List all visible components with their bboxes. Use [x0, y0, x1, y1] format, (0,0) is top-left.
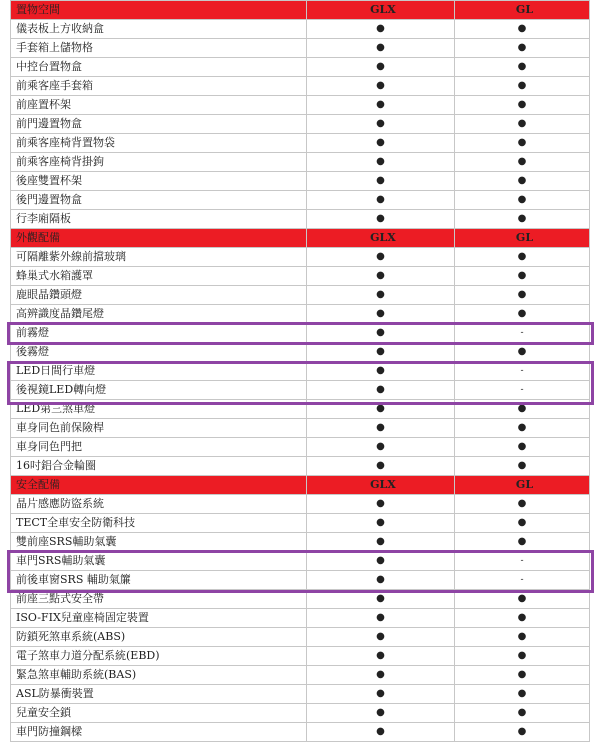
gl-availability: ●: [455, 704, 590, 723]
section-header-row: [11, 1, 590, 20]
section-title: 外觀配備: [11, 229, 307, 248]
table-row: [11, 248, 590, 267]
table-row: [11, 685, 590, 704]
gl-availability: ●: [455, 58, 590, 77]
feature-label: 行李廂隔板: [11, 210, 307, 229]
feature-label: 前門邊置物盒: [11, 115, 307, 134]
gl-availability: ●: [455, 191, 590, 210]
gl-availability: ●: [455, 685, 590, 704]
feature-label: 前霧燈: [11, 324, 307, 343]
column-header-gl: GL: [455, 229, 590, 248]
table-row: [11, 495, 590, 514]
gl-availability: ●: [455, 153, 590, 172]
glx-availability: ●: [307, 210, 455, 229]
gl-availability: ●: [455, 39, 590, 58]
table-row: [11, 628, 590, 647]
table-row: [11, 514, 590, 533]
glx-availability: ●: [307, 305, 455, 324]
glx-availability: ●: [307, 39, 455, 58]
gl-availability: ●: [455, 343, 590, 362]
glx-availability: ●: [307, 172, 455, 191]
highlight-front-fog-lamp: [7, 322, 594, 345]
glx-availability: ●: [307, 286, 455, 305]
glx-availability: ●: [307, 362, 455, 381]
table-row: [11, 115, 590, 134]
feature-label: 鹿眼晶鑽頭燈: [11, 286, 307, 305]
feature-label: 前後車窗SRS 輔助氣簾: [11, 571, 307, 590]
glx-availability: ●: [307, 115, 455, 134]
gl-availability: ●: [455, 96, 590, 115]
gl-availability: ●: [455, 590, 590, 609]
gl-availability: ●: [455, 438, 590, 457]
column-header-gl: GL: [455, 1, 590, 20]
glx-availability: ●: [307, 438, 455, 457]
table-row: [11, 438, 590, 457]
table-row: [11, 20, 590, 39]
gl-availability: -: [455, 552, 590, 571]
section-header-row: [11, 229, 590, 248]
gl-availability: ●: [455, 666, 590, 685]
section-title: 安全配備: [11, 476, 307, 495]
glx-availability: ●: [307, 666, 455, 685]
glx-availability: ●: [307, 685, 455, 704]
feature-label: 儀表板上方收納盒: [11, 20, 307, 39]
glx-availability: ●: [307, 343, 455, 362]
highlight-srs-airbags: [7, 550, 594, 593]
feature-label: 前乘客座椅背置物袋: [11, 134, 307, 153]
gl-availability: ●: [455, 267, 590, 286]
table-row: [11, 153, 590, 172]
table-row: [11, 647, 590, 666]
glx-availability: ●: [307, 134, 455, 153]
gl-availability: -: [455, 362, 590, 381]
gl-availability: ●: [455, 723, 590, 742]
feature-label: LED第三煞車燈: [11, 400, 307, 419]
feature-label: 蜂巢式水箱護罩: [11, 267, 307, 286]
column-header-glx: GLX: [307, 476, 455, 495]
feature-label: 晶片感應防盜系統: [11, 495, 307, 514]
feature-label: 電子煞車力道分配系統(EBD): [11, 647, 307, 666]
table-row: [11, 704, 590, 723]
feature-label: LED日間行車燈: [11, 362, 307, 381]
table-row: [11, 58, 590, 77]
glx-availability: ●: [307, 495, 455, 514]
glx-availability: ●: [307, 457, 455, 476]
glx-availability: ●: [307, 723, 455, 742]
feature-label: 兒童安全鎖: [11, 704, 307, 723]
table-row: [11, 666, 590, 685]
glx-availability: ●: [307, 267, 455, 286]
table-row: [11, 96, 590, 115]
glx-availability: ●: [307, 77, 455, 96]
glx-availability: ●: [307, 590, 455, 609]
feature-label: 後霧燈: [11, 343, 307, 362]
table-row: [11, 77, 590, 96]
feature-label: 後座雙置杯架: [11, 172, 307, 191]
glx-availability: ●: [307, 324, 455, 343]
section-header-row: [11, 476, 590, 495]
glx-availability: ●: [307, 96, 455, 115]
glx-availability: ●: [307, 609, 455, 628]
glx-availability: ●: [307, 514, 455, 533]
feature-label: 車身同色門把: [11, 438, 307, 457]
feature-label: 車門SRS輔助氣囊: [11, 552, 307, 571]
gl-availability: ●: [455, 419, 590, 438]
feature-label: TECT全車安全防衛科技: [11, 514, 307, 533]
table-row: [11, 723, 590, 742]
feature-label: 雙前座SRS輔助氣囊: [11, 533, 307, 552]
glx-availability: ●: [307, 533, 455, 552]
glx-availability: ●: [307, 628, 455, 647]
glx-availability: ●: [307, 571, 455, 590]
glx-availability: ●: [307, 552, 455, 571]
glx-availability: ●: [307, 248, 455, 267]
gl-availability: ●: [455, 134, 590, 153]
feature-label: 緊急煞車輔助系統(BAS): [11, 666, 307, 685]
highlight-led-lights: [7, 361, 594, 405]
gl-availability: -: [455, 324, 590, 343]
glx-availability: ●: [307, 191, 455, 210]
feature-label: ISO-FIX兒童座椅固定裝置: [11, 609, 307, 628]
feature-label: 16吋鋁合金輪圈: [11, 457, 307, 476]
gl-availability: ●: [455, 609, 590, 628]
feature-label: 後門邊置物盒: [11, 191, 307, 210]
gl-availability: ●: [455, 628, 590, 647]
section-title: 置物空間: [11, 1, 307, 20]
gl-availability: -: [455, 571, 590, 590]
table-row: [11, 210, 590, 229]
table-row: [11, 343, 590, 362]
glx-availability: ●: [307, 381, 455, 400]
gl-availability: ●: [455, 514, 590, 533]
table-row: [11, 286, 590, 305]
gl-availability: ●: [455, 115, 590, 134]
feature-label: 車身同色前保險桿: [11, 419, 307, 438]
gl-availability: ●: [455, 172, 590, 191]
glx-availability: ●: [307, 647, 455, 666]
feature-label: 車門防撞鋼樑: [11, 723, 307, 742]
gl-availability: ●: [455, 286, 590, 305]
table-row: [11, 305, 590, 324]
feature-label: 後視鏡LED轉向燈: [11, 381, 307, 400]
feature-label: 可隔離紫外線前擋玻璃: [11, 248, 307, 267]
glx-availability: ●: [307, 153, 455, 172]
table-row: [11, 419, 590, 438]
glx-availability: ●: [307, 400, 455, 419]
gl-availability: ●: [455, 400, 590, 419]
glx-availability: ●: [307, 20, 455, 39]
gl-availability: -: [455, 381, 590, 400]
glx-availability: ●: [307, 58, 455, 77]
column-header-glx: GLX: [307, 229, 455, 248]
gl-availability: ●: [455, 533, 590, 552]
feature-label: 前乘客座椅背掛鉤: [11, 153, 307, 172]
table-row: [11, 457, 590, 476]
column-header-gl: GL: [455, 476, 590, 495]
table-row: [11, 134, 590, 153]
table-row: [11, 191, 590, 210]
gl-availability: ●: [455, 305, 590, 324]
gl-availability: ●: [455, 77, 590, 96]
gl-availability: ●: [455, 210, 590, 229]
gl-availability: ●: [455, 647, 590, 666]
feature-label: 前座三點式安全帶: [11, 590, 307, 609]
column-header-glx: GLX: [307, 1, 455, 20]
feature-label: 高辨識度晶鑽尾燈: [11, 305, 307, 324]
gl-availability: ●: [455, 20, 590, 39]
gl-availability: ●: [455, 248, 590, 267]
glx-availability: ●: [307, 419, 455, 438]
feature-label: 前座置杯架: [11, 96, 307, 115]
table-row: [11, 39, 590, 58]
table-row: [11, 172, 590, 191]
table-row: [11, 609, 590, 628]
feature-label: 防鎖死煞車系統(ABS): [11, 628, 307, 647]
feature-label: 手套箱上儲物格: [11, 39, 307, 58]
feature-label: 前乘客座手套箱: [11, 77, 307, 96]
gl-availability: ●: [455, 457, 590, 476]
glx-availability: ●: [307, 704, 455, 723]
feature-label: 中控台置物盒: [11, 58, 307, 77]
gl-availability: ●: [455, 495, 590, 514]
feature-label: ASL防暴衝裝置: [11, 685, 307, 704]
table-row: [11, 533, 590, 552]
table-row: [11, 267, 590, 286]
